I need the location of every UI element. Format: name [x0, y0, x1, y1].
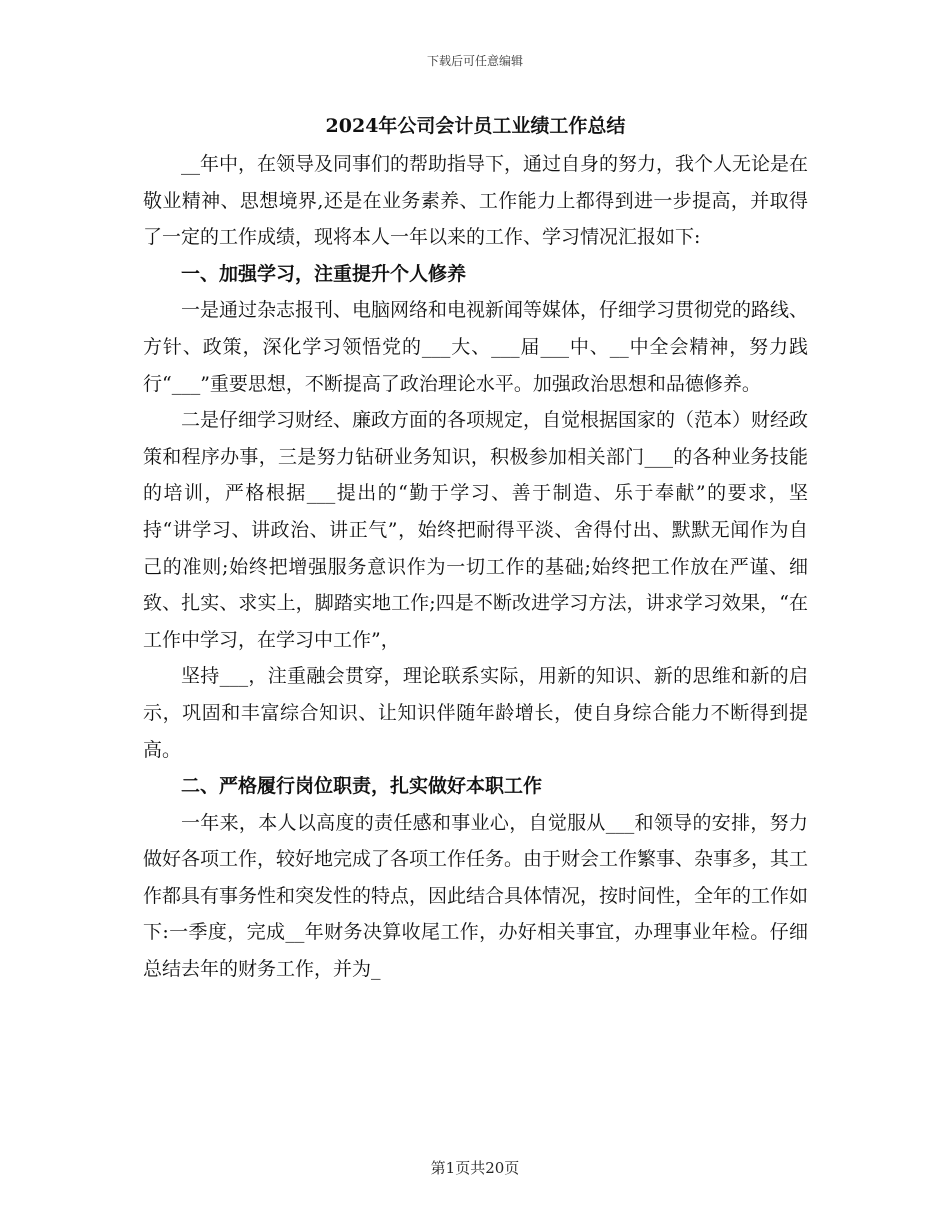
section-heading-2: 二、严格履行岗位职责，扎实做好本职工作: [181, 775, 543, 798]
body-paragraph: 一是通过杂志报刊、电脑网络和电视新闻等媒体，仔细学习贯彻党的路线、方针、政策，深化学习领悟党的___大、___届___中、__中全会精神，努力践行“___”重要思想，不断提高了政治理论水平。加强政治思想和品德修养。: [143, 299, 809, 395]
body-paragraph: 一年来，本人以高度的责任感和事业心，自觉服从___和领导的安排，努力做好各项工作，较好地完成了各项工作任务。由于财会工作繁事、杂事多，其工作都具有事务性和突发性的特点，因此结合具体情况，按时间性，全年的工作如下:一季度，完成__年财务决算收尾工作，办好相关事宜，办理事业年检。仔细总结去年的财务工作，并为_: [143, 811, 809, 981]
intro-paragraph: __年中，在领导及同事们的帮助指导下，通过自身的努力，我个人无论是在敬业精神、思想境界,还是在业务素养、工作能力上都得到进一步提高，并取得了一定的工作成绩，现将本人一年以来的工作、学习情况汇报如下:: [143, 153, 809, 249]
document-title: 2024年公司会计员工业绩工作总结: [325, 115, 626, 137]
section-heading-1: 一、加强学习，注重提升个人修养: [181, 262, 467, 285]
document-body: [143, 110, 808, 988]
body-paragraph: 坚持___，注重融会贯穿，理论联系实际，用新的知识、新的思维和新的启示，巩固和丰富综合知识、让知识伴随年龄增长，使自身综合能力不断得到提高。: [143, 665, 808, 761]
page-footer: 第1页共20页: [430, 1159, 520, 1177]
body-paragraph: 二是仔细学习财经、廉政方面的各项规定，自觉根据国家的（范本）财经政策和程序办事，三是努力钻研业务知识，积极参加相关部门___的各种业务技能的培训，严格根据___提出的“勤于学习、善于制造、乐于奉献”的要求，坚持“讲学习、讲政治、讲正气”，始终把耐得平淡、舍得付出、默默无闻作为自己的准则;始终把增强服务意识作为一切工作的基础;始终把工作放在严谨、细致、扎实、求实上，脚踏实地工作;四是不断改进学习方法，讲求学习效果，“在工作中学习，在学习中工作”，: [143, 409, 809, 651]
page-header: 下载后可任意编辑: [426, 54, 523, 68]
